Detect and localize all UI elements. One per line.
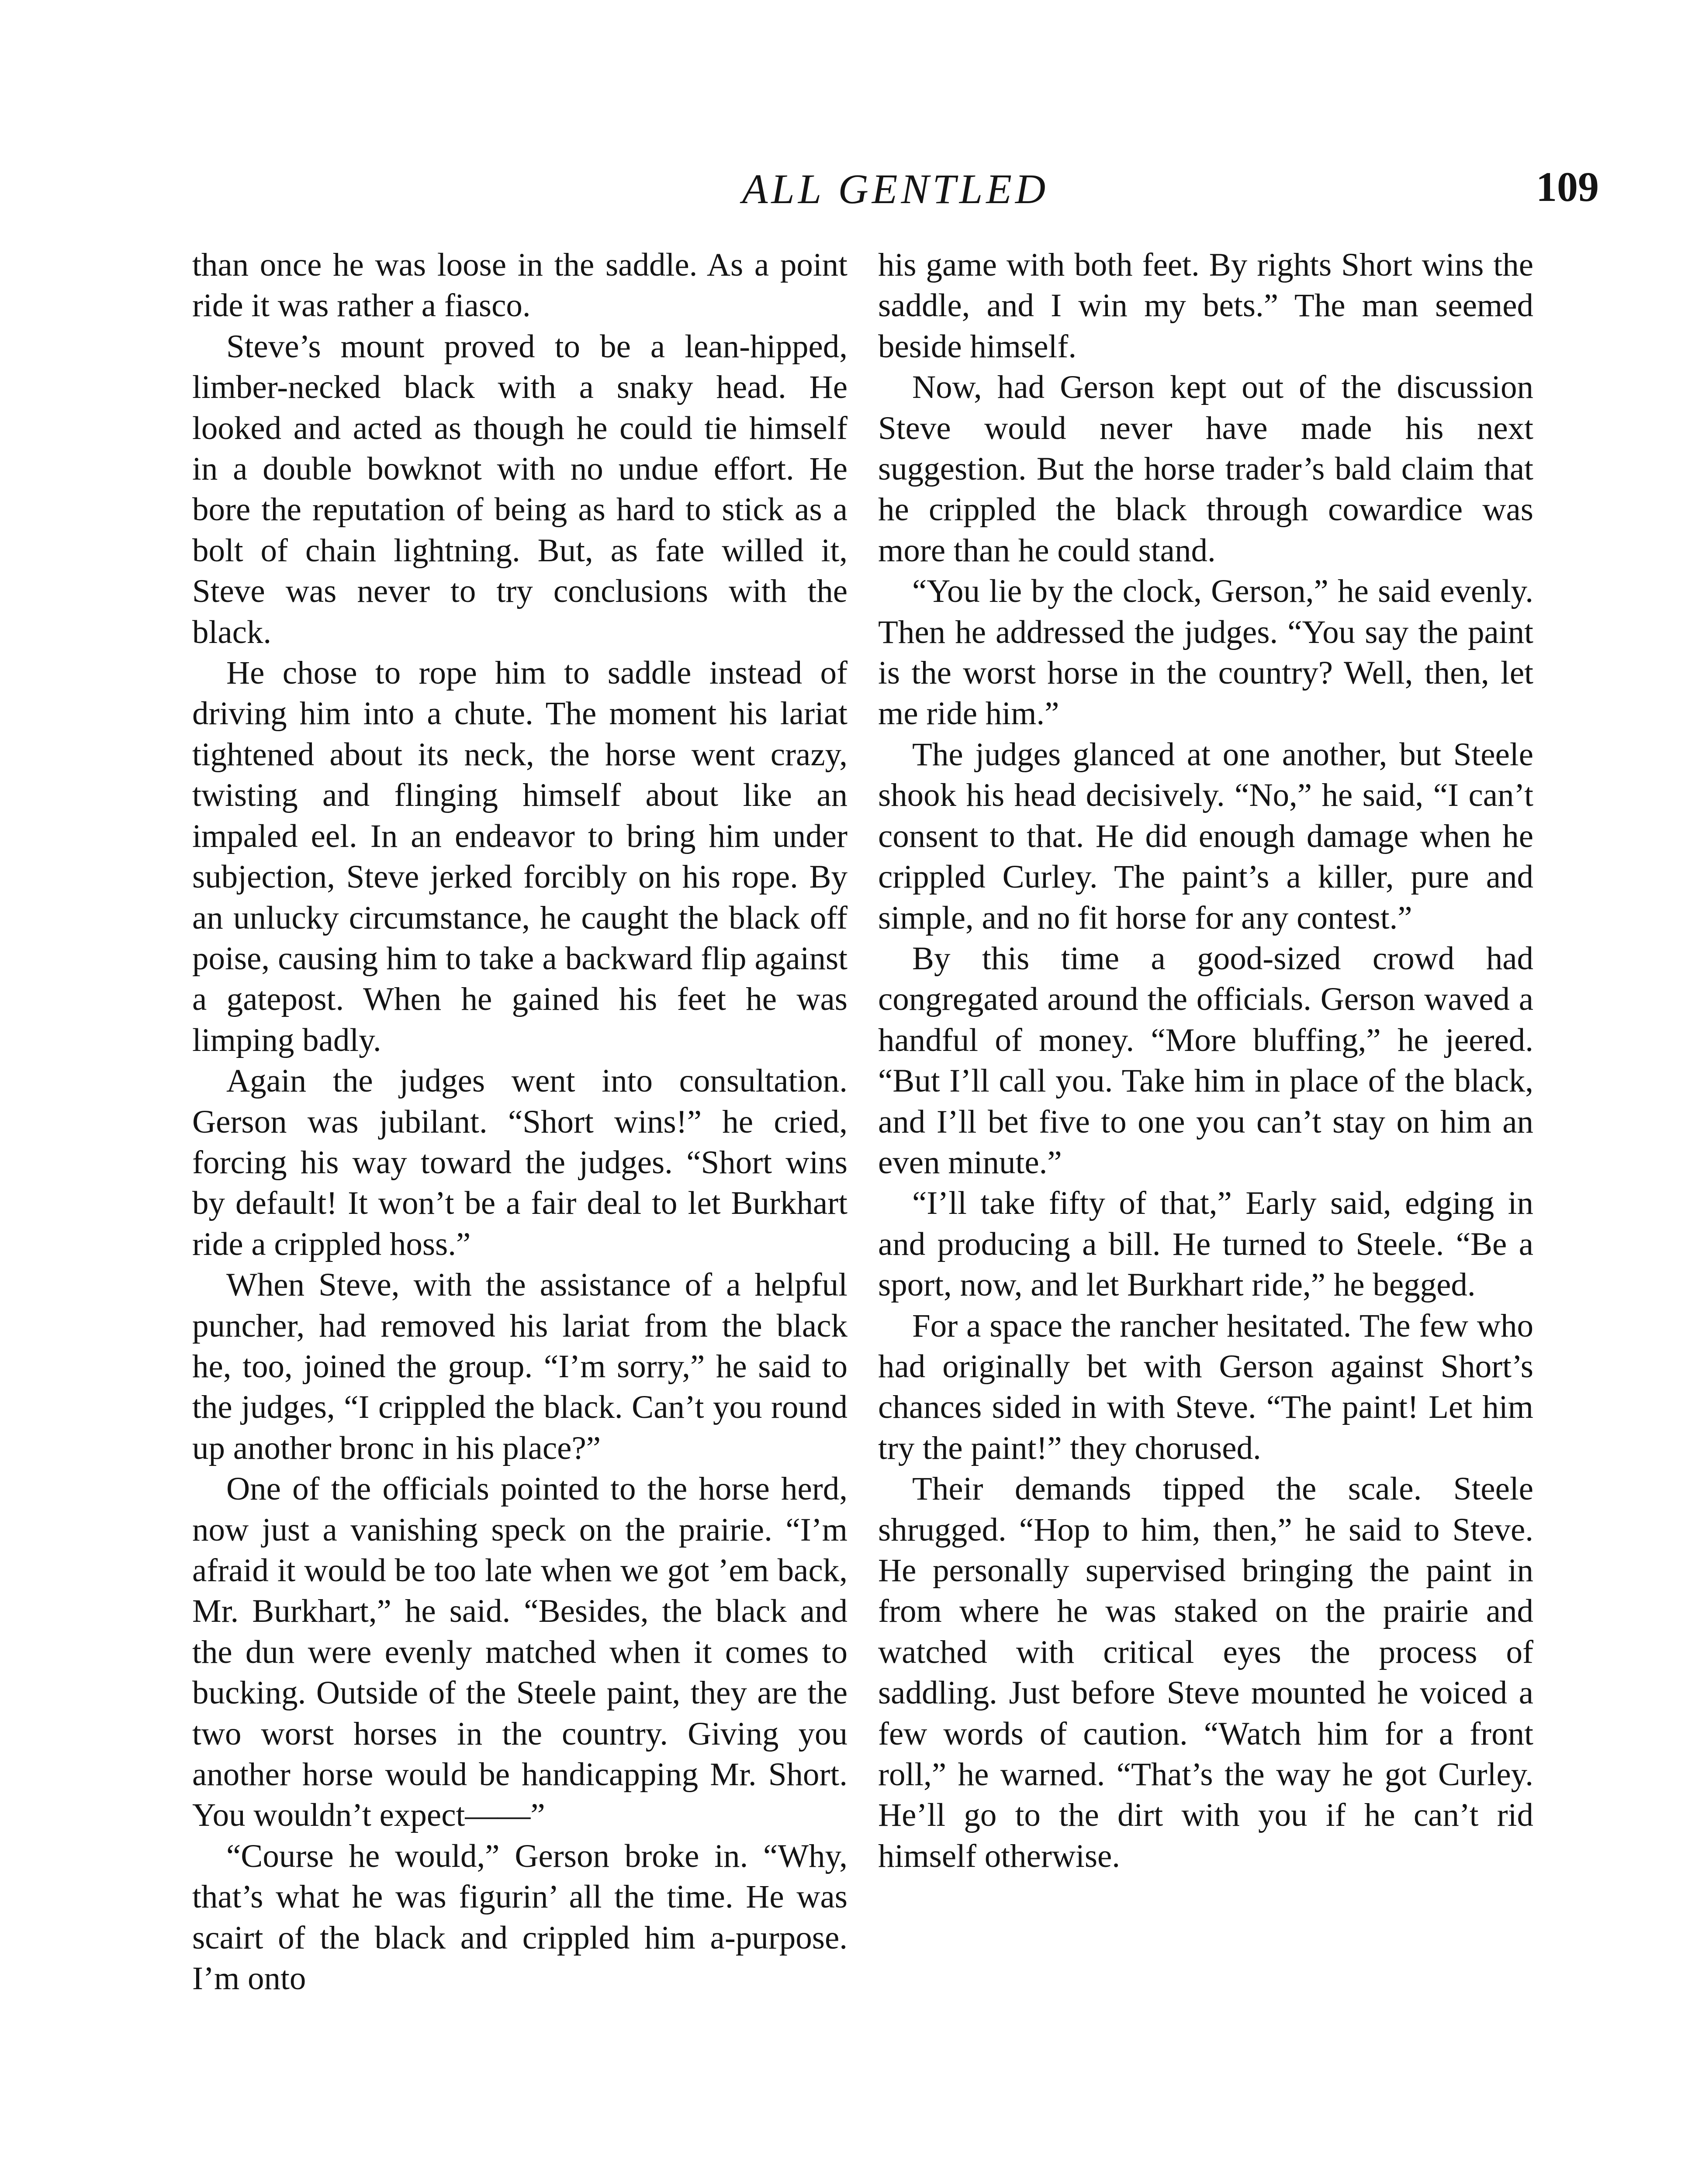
paragraph: When Steve, with the assistance of a helpful puncher, had removed his lariat from the black he, too, joined the group. “I’m sorry,” he said to the judges, “I crippled the black. Can’t you round up another bronc in his place?” xyxy=(192,1267,848,1466)
paragraph: One of the officials pointed to the horse herd, now just a vanishing speck on the prairie. “I’m afraid it would be too late when we got ’em back, Mr. Burkhart,” he said. “Besides, the black and the dun were evenly matched when it comes to bucking. Outside of the Steele paint, they are the two worst horses in the country. Giving you another horse would be handicapping Mr. Short. You wouldn’t expect——” xyxy=(192,1471,848,1834)
right-column xyxy=(878,245,1533,1876)
paragraph: his game with both feet. By rights Short wins the saddle, and I win my bets.” The man seemed beside himself. xyxy=(878,247,1533,365)
paragraph: than once he was loose in the saddle. As a point ride it was rather a fiasco. xyxy=(192,247,848,324)
paragraph: Their demands tipped the scale. Steele shrugged. “Hop to him, then,” he said to Steve. He personally supervised bringing the paint in from where he was staked on the prairie and watched with critical eyes the process of saddling. Just before Steve mounted he voiced a few words of caution. “Watch him for a front roll,” he warned. “That’s the way he got Curley. He’ll go to the dirt with you if he can’t rid himself otherwise. xyxy=(878,1471,1533,1874)
page-number: 109 xyxy=(1536,163,1599,210)
paragraph: “I’ll take fifty of that,” Early said, edging in and producing a bill. He turned to Steele. “Be a sport, now, and let Burkhart ride,” he begged. xyxy=(878,1185,1533,1303)
paragraph: For a space the rancher hesitated. The few who had originally bet with Gerson against Short’s chances sided in with Steve. “The paint! Let him try the paint!” they chorused. xyxy=(878,1307,1533,1466)
left-column xyxy=(192,245,848,1999)
paragraph: Again the judges went into consultation. Gerson was jubilant. “Short wins!” he cried, forcing his way toward the judges. “Short wins by default! It won’t be a fair deal to let Burkhart ride a crippled hoss.” xyxy=(192,1063,848,1262)
paragraph: He chose to rope him to saddle instead of driving him into a chute. The moment his lariat tightened about its neck, the horse went crazy, twisting and flinging himself about like an impaled eel. In an endeavor to bring him under subjection, Steve jerked forcibly on his rope. By an unlucky circumstance, he caught the black off poise, causing him to take a backward flip against a gatepost. When he gained his feet he was limping badly. xyxy=(192,655,848,1058)
paragraph: The judges glanced at one another, but Steele shook his head decisively. “No,” he said, “I can’t consent to that. He did enough damage when he crippled Curley. The paint’s a killer, pure and simple, and no fit horse for any contest.” xyxy=(878,736,1533,936)
paragraph: “You lie by the clock, Gerson,” he said evenly. Then he addressed the judges. “You say the paint is the worst horse in the country? Well, then, let me ride him.” xyxy=(878,573,1533,732)
paragraph: “Course he would,” Gerson broke in. “Why, that’s what he was figurin’ all the time. He was scairt of the black and crippled him a-purpose. I’m onto xyxy=(192,1838,848,1997)
paragraph: By this time a good-sized crowd had congregated around the officials. Gerson waved a handful of money. “More bluffing,” he jeered. “But I’ll call you. Take him in place of the black, and I’ll bet five to one you can’t stay on him an even minute.” xyxy=(878,940,1533,1181)
paragraph: Now, had Gerson kept out of the discussion Steve would never have made his next suggestion. But the horse trader’s bald claim that he crippled the black through cowardice was more than he could stand. xyxy=(878,369,1533,569)
running-head: ALL GENTLED xyxy=(742,166,1049,212)
paragraph: Steve’s mount proved to be a lean-hipped, limber-necked black with a snaky head. He looked and acted as though he could tie himself in a double bowknot with no undue effort. He bore the reputation of being as hard to stick as a bolt of chain lightning. But, as fate willed it, Steve was never to try conclusions with the black. xyxy=(192,328,848,650)
